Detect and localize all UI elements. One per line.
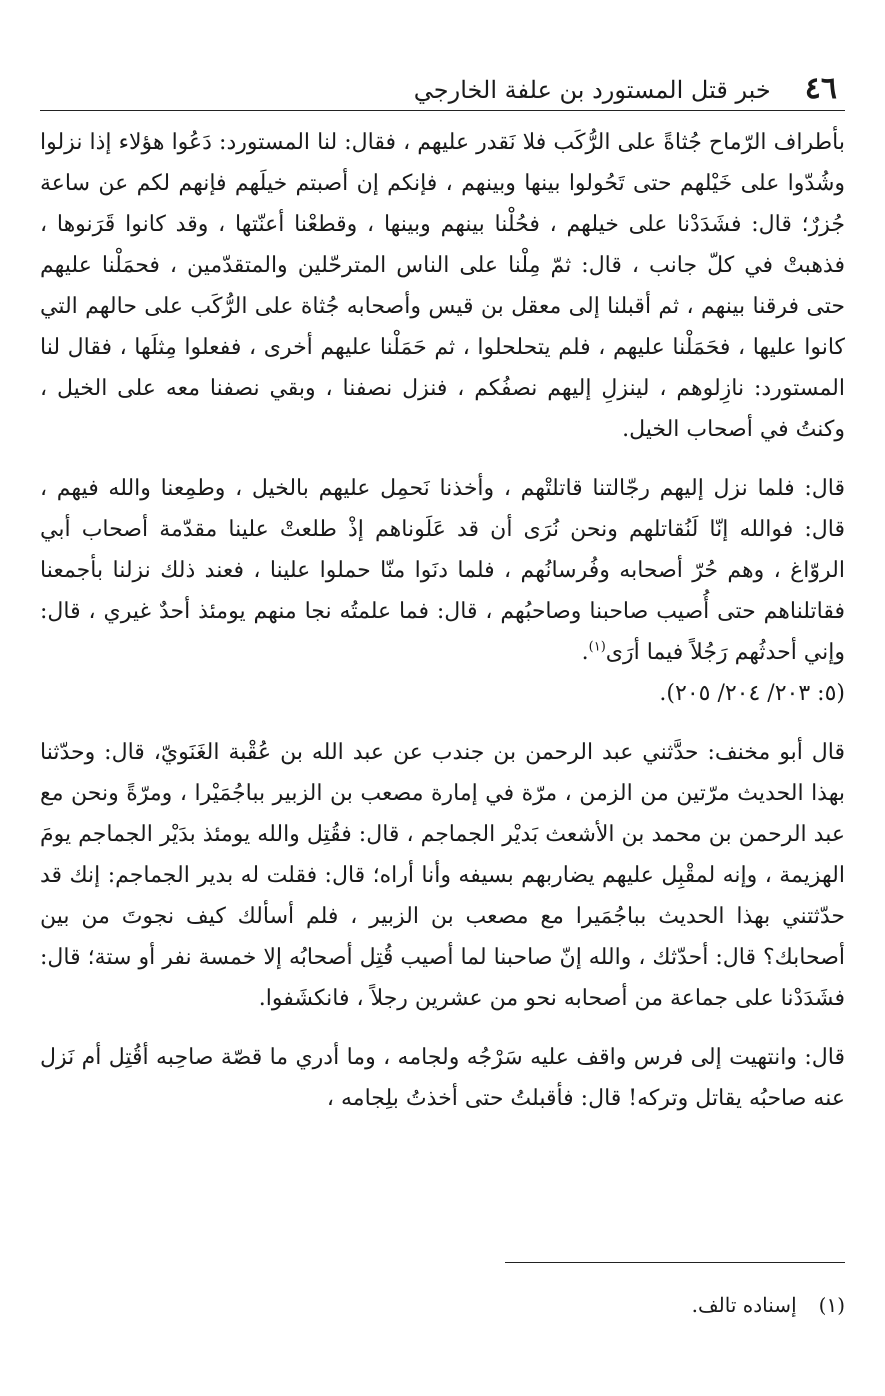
paragraph-4: قال: وانتهيت إلى فرس واقف عليه سَرْجُه ولجامه ، وما أدري ما قصّة صاحِبه أقُتِل أم نَزل عنه صاحبُه يقاتل وتركه! قال: فأقبلتُ حتى أخذتُ بلِجامه ،	[40, 1045, 845, 1111]
paragraph-2-text: قال: فلما نزل إليهم رجّالتنا قاتلتْهم ، وأخذنا نَحمِل عليهم بالخيل ، وطمِعنا والله فيهم ، قال: فوالله إنّا لَنُقاتلهم ونحن نُرَى أن قد عَلَوناهم إذْ طلعتْ علينا مقدّمة أصحاب أبي الروّاغ ، وهم حُرّ أصحابه وفُرسانُهم ، فلما دنَوا منّا حملوا علينا ، فعند ذلك نزلنا بأجمعنا فقاتلناهم حتى أُصيب صاحبنا وصاحبُهم ، قال: فما علمتُه نجا منهم يومئذ أحدٌ غيري ، قال: وإني أحدثُهم رَجُلاً فيما أرَى	[40, 476, 845, 665]
chapter-title: خبر قتل المستورد بن علفة الخارجي	[413, 76, 771, 104]
paragraph-2	[40, 468, 845, 714]
footnote-divider	[505, 1262, 845, 1263]
footnote-1	[692, 1290, 845, 1320]
footnote-number: (١)	[818, 1293, 845, 1317]
footnote-text: إسناده تالف.	[691, 1293, 797, 1317]
running-header	[40, 66, 845, 111]
paragraph-3: قال أبو مخنف: حدَّثني عبد الرحمن بن جندب عن عبد الله بن عُقْبة الغَنَويّ، قال: وحدّثنا بهذا الحديث مرّتين من الزمن ، مرّة في إمارة مصعب بن الزبير بباجُمَيْرا ، ومرّةً ونحن مع عبد الرحمن بن محمد بن الأشعث بَديْر الجماجم ، قال: فقُتِل والله يومئذ بدَيْر الجماجم يومَ الهزيمة ، وإنه لمقْبِل عليهم يضاربهم بسيفه وأنا أراه؛ قال: فقلت له بدير الجماجم: إنك قد حدّثتني بهذا الحديث بباجُمَيرا مع مصعب بن الزبير ، فلم أسألك كيف نجوتَ من بين أصحابك؟ قال: أحدّثك ، والله إنّ صاحبنا لما أصيب قُتِل أصحابُه إلا خمسة نفر أو ستة؛ قال: فشَدَدْنا على جماعة من أصحابه نحو من عشرين رجلاً ، فانكشَفوا.	[40, 740, 845, 1011]
main-text	[40, 122, 845, 1119]
book-page	[40, 0, 845, 1396]
page-number: ٤٦	[804, 71, 837, 106]
source-citation: (٥: ٢٠٣/ ٢٠٤/ ٢٠٥).	[659, 681, 845, 706]
paragraph-1: بأطراف الرّماح جُثاةً على الرُّكَب فلا نَقدر عليهم ، فقال: لنا المستورد: دَعُوا هؤلاء إذا نزلوا وشُدّوا على خَيْلهم حتى تَحُولوا بينها وبينهم ، فإنكم إن أصبتم خيلَهم فإنهم لكم عن ساعة جُزرٌ؛ قال: فشَدَدْنا على خيلهم ، فحُلْنا بينهم وبينها ، وقطعْنا أعنّتها ، وقد كانوا قَرَنوها ، فذهبتْ في كلّ جانب ، قال: ثمّ مِلْنا على الناس المترحّلين والمتقدّمين ، فحمَلْنا عليهم حتى فرقنا بينهم ، ثم أقبلنا إلى معقل بن قيس وأصحابه جُثاة على الرُّكَب على حالهم التي كانوا عليها ، فحَمَلْنا عليهم ، فلم يتحلحلوا ، ثم حَمَلْنا عليهم أخرى ، ففعلوا مِثلَها ، فقال لنا المستورد: نازِلوهم ، لينزلِ إليهم نصفُكم ، فنزل نصفنا ، وبقي نصفنا معه على الخيل ، وكنتُ في أصحاب الخيل.	[40, 130, 846, 442]
footnote-reference[interactable]: (١)	[588, 639, 606, 655]
paragraph-2-end: .	[581, 640, 589, 665]
